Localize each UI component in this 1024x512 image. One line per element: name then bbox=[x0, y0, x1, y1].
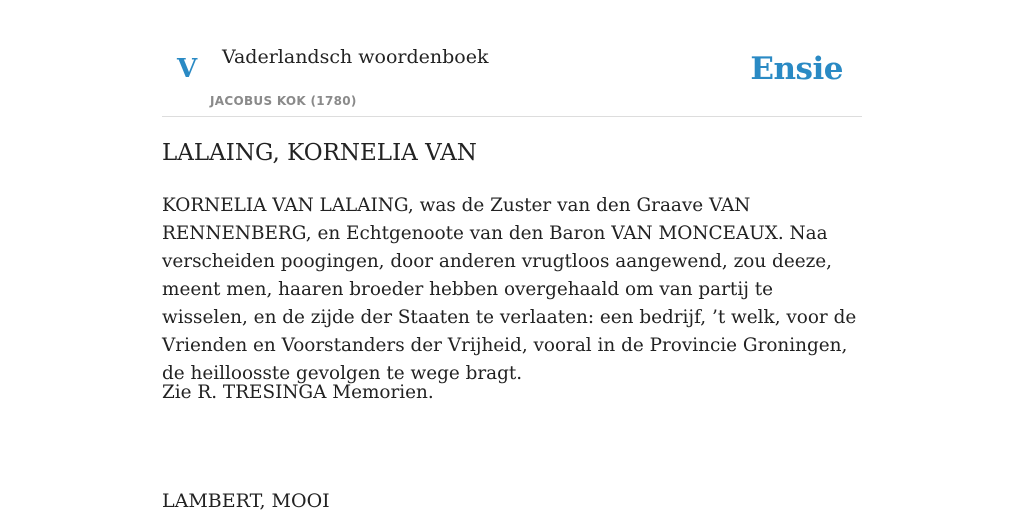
next-entry-link[interactable]: LAMBERT, MOOI bbox=[162, 490, 330, 512]
ensie-logo[interactable]: Ensie bbox=[750, 51, 843, 87]
entry-title: LALAING, KORNELIA VAN bbox=[162, 140, 477, 166]
page-container bbox=[162, 0, 862, 512]
entry-body: KORNELIA VAN LALAING, was de Zuster van den Graave VAN RENNENBERG, en Echtgenoote van den Baron VAN MONCEAUX. Naa verscheiden poogingen, door anderen vrugtloos aangewend, zou deeze, meent men, haaren broeder hebben overgehaald om van partij te wisselen, en de zijde der Staaten te verlaaten: een bedrijf, ’t welk, voor de Vrienden en Voorstanders der Vrijheid, vooral in de Provincie Groningen, de heilloosste gevolgen te wege bragt. bbox=[162, 195, 857, 384]
book-letter-link[interactable]: V bbox=[177, 54, 198, 84]
header bbox=[162, 0, 862, 117]
book-author: JACOBUS KOK (1780) bbox=[210, 94, 357, 108]
entry-reference: Zie R. TRESINGA Memorien. bbox=[162, 382, 434, 403]
book-title[interactable]: Vaderlandsch woordenboek bbox=[222, 46, 489, 68]
